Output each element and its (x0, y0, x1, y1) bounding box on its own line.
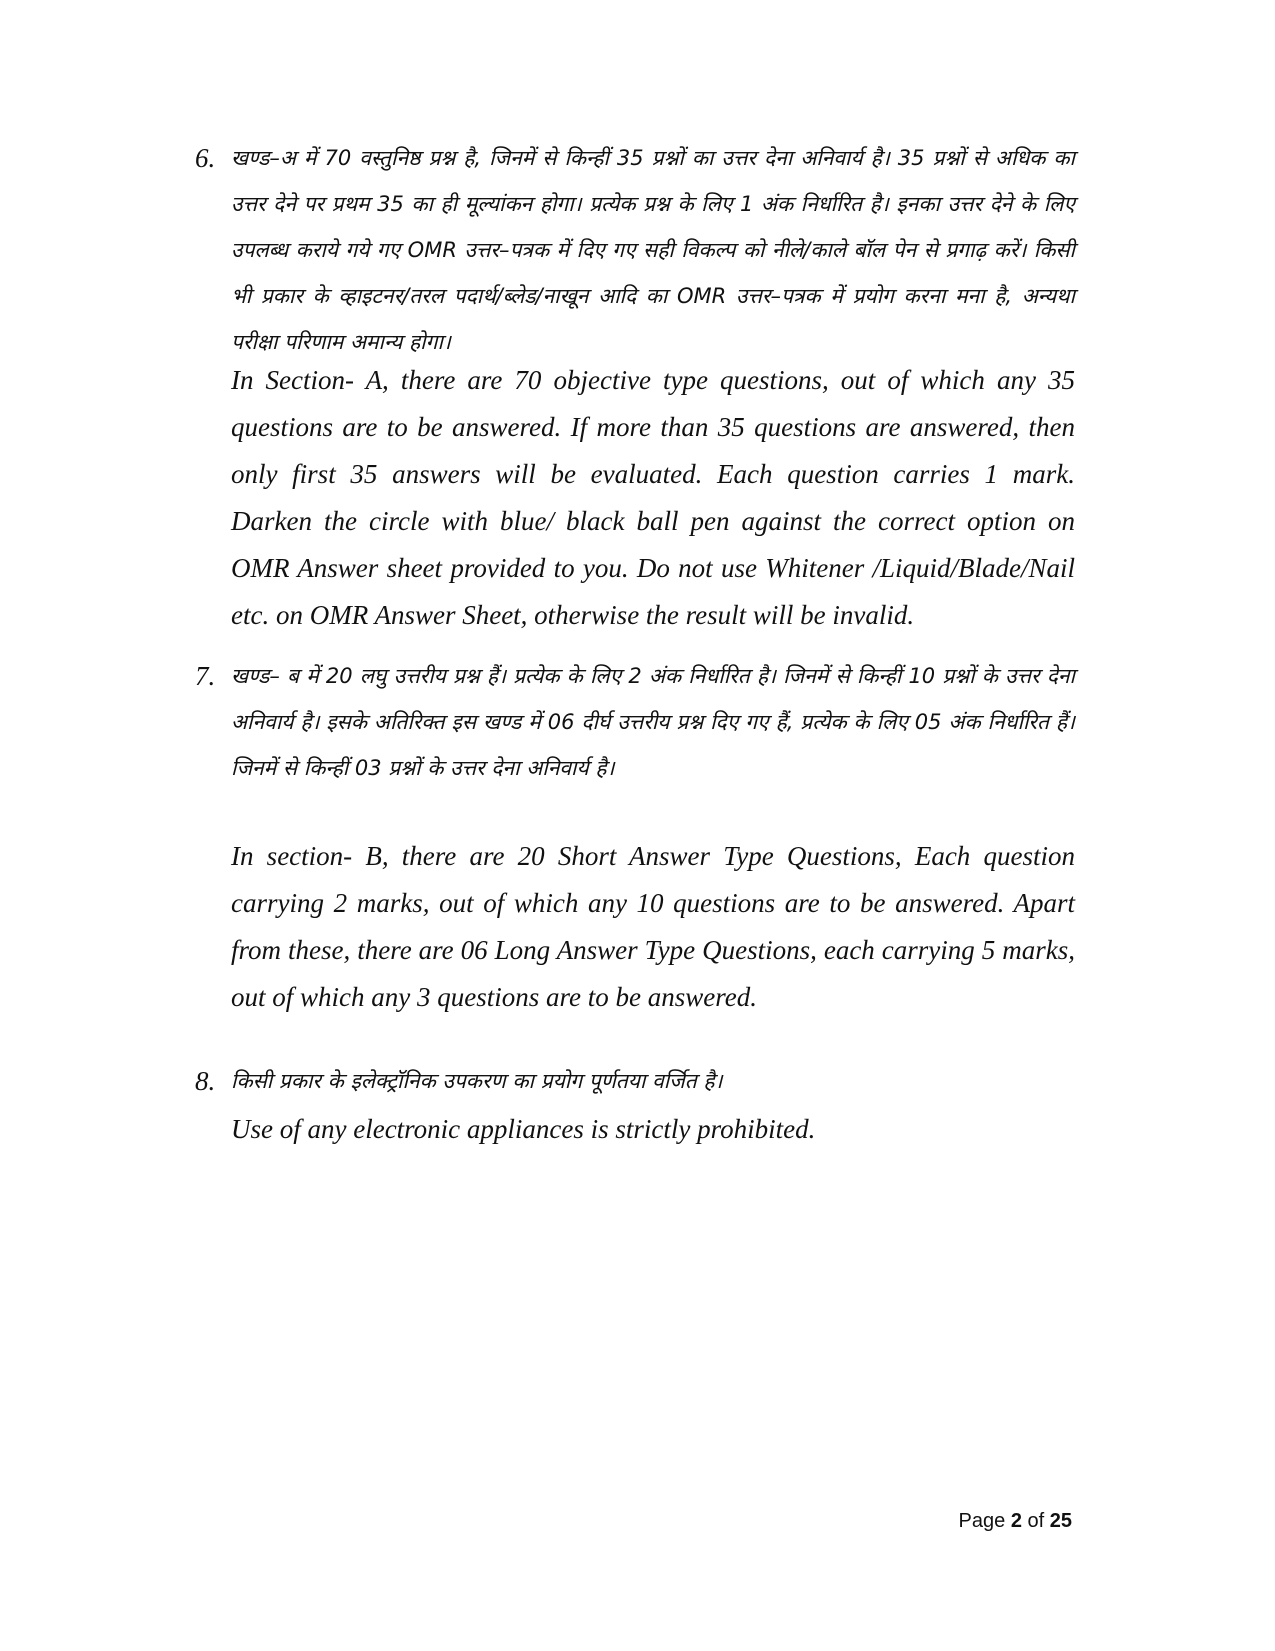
item-number: 6. (195, 143, 216, 173)
english-instruction: Use of any electronic appliances is strictly prohibited. (231, 1114, 816, 1144)
of-word: of (1027, 1510, 1045, 1532)
english-instruction: In Section- A, there are 70 objective type questions, out of which any 35 questions are to be answered. If more than 35 questions are answered, then only first 35 answers will be evaluated. Each question carries 1 mark. Darken the circle with blue/ black ball pen against the correct option on OMR Answer sheet provided to you. Do not use Whitener /Liquid/Blade/Nail etc. on OMR Answer Sheet, otherwise the result will be invalid. (231, 365, 1075, 630)
hindi-instruction: खण्ड–अ में 70 वस्तुनिष्ठ प्रश्न है, जिनमें से किन्हीं 35 प्रश्नों का उत्तर देना अनिवार्य है। 35 प्रश्नों से अधिक का उत्तर देने पर प्रथम 35 का ही मूल्यांकन होगा। प्रत्येक प्रश्न के लिए 1 अंक निर्धारित है। इनका उत्तर देने के लिए उपलब्ध कराये गये गए OMR उत्तर–पत्रक में दिए गए सही विकल्प को नीले/काले बॉल पेन से प्रगाढ़ करें। किसी भी प्रकार के व्हाइटनर/तरल पदार्थ/ब्लेड/नाखून आदि का OMR उत्तर–पत्रक में प्रयोग करना मना है, अन्यथा परीक्षा परिणाम अमान्य होगा। (231, 146, 1075, 354)
hindi-instruction: किसी प्रकार के इलेक्ट्रॉनिक उपकरण का प्रयोग पूर्णतया वर्जित है। (231, 1069, 723, 1093)
page-number-footer (959, 1510, 1072, 1533)
item-number: 8. (195, 1066, 216, 1096)
hindi-instruction: खण्ड– ब में 20 लघु उत्तरीय प्रश्न हैं। प्रत्येक के लिए 2 अंक निर्धारित है। जिनमें से किन्हीं 10 प्रश्नों के उत्तर देना अनिवार्य है। इसके अतिरिक्त इस खण्ड में 06 दीर्घ उत्तरीय प्रश्न दिए गए हैं, प्रत्येक के लिए 05 अंक निर्धारित हैं। जिनमें से किन्हीं 03 प्रश्नों के उत्तर देना अनिवार्य है। (231, 664, 1075, 780)
english-instruction: In section- B, there are 20 Short Answer Type Questions, Each question carrying 2 marks, out of which any 10 questions are to be answered. Apart from these, there are 06 Long Answer Type Questions, each carrying 5 marks, out of which any 3 questions are to be answered. (231, 841, 1075, 1012)
total-pages-number: 25 (1049, 1510, 1072, 1532)
item-number: 7. (195, 661, 216, 691)
page-word: Page (958, 1510, 1006, 1532)
current-page-number: 2 (1010, 1510, 1022, 1532)
